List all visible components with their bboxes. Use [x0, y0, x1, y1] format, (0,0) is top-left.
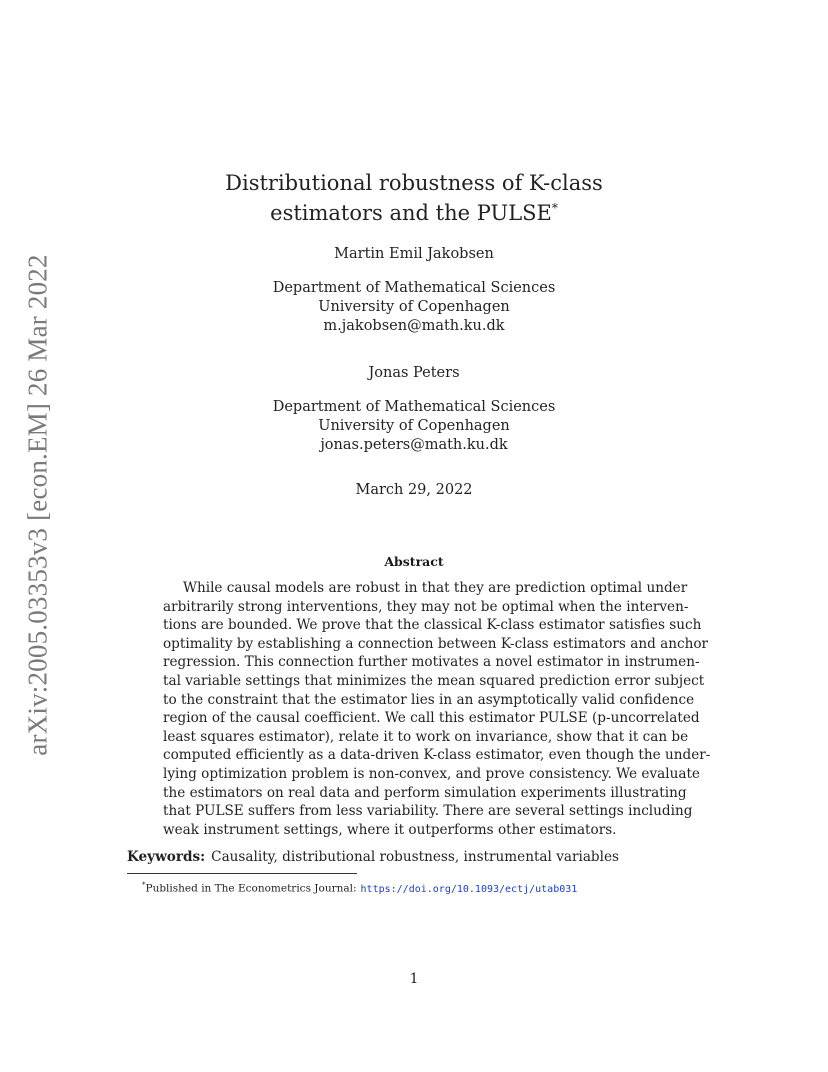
title-line-2 [0, 198, 828, 228]
abstract-line: the estimators on real data and perform simulation experiments illustrating [163, 784, 687, 801]
paper-date: March 29, 2022 [355, 482, 473, 498]
author-2-email: jonas.peters@math.ku.dk [320, 437, 508, 453]
author-2-university: University of Copenhagen [318, 418, 510, 434]
doi-link[interactable]: https://doi.org/10.1093/ectj/utab031 [360, 883, 578, 895]
footnote [142, 878, 577, 897]
abstract-line: tal variable settings that minimizes the mean squared prediction error subject [163, 672, 705, 689]
keywords-label: Keywords: [127, 849, 206, 865]
abstract-line: weak instrument settings, where it outperforms other estimators. [163, 821, 617, 838]
author-1-university: University of Copenhagen [318, 299, 510, 315]
abstract-line: that PULSE suffers from less variability. There are several settings including [163, 803, 693, 820]
page-number: 1 [409, 971, 419, 987]
abstract-line: least squares estimator), relate it to work on invariance, show that it can be [163, 728, 689, 745]
abstract-heading: Abstract [384, 554, 444, 569]
keywords-text: Causality, distributional robustness, instrumental variables [211, 849, 619, 865]
author-2-name: Jonas Peters [368, 365, 460, 381]
author-1-affiliation [0, 279, 828, 336]
abstract-line: arbitrarily strong interventions, they may not be optimal when the interven- [163, 598, 689, 615]
keywords [127, 848, 619, 866]
arxiv-sidebar-stamp: arXiv:2005.03353v3 [econ.EM] 26 Mar 2022 [22, 254, 53, 756]
abstract-line: to the constraint that the estimator lies in an asymptotically valid confidence [163, 691, 695, 708]
abstract-line: tions are bounded. We prove that the classical K-class estimator satisfies such [163, 617, 702, 634]
title-line-1: Distributional robustness of K-class [225, 171, 603, 195]
author-2-affiliation [0, 398, 828, 455]
abstract-line: lying optimization problem is non-convex, and prove consistency. We evaluate [163, 765, 700, 782]
author-1-department: Department of Mathematical Sciences [272, 280, 556, 296]
footnote-divider [127, 873, 357, 874]
paper-title [0, 168, 828, 228]
footnote-text: Published in The Econometrics Journal: [145, 882, 357, 895]
author-2-department: Department of Mathematical Sciences [272, 399, 556, 415]
abstract-line: While causal models are robust in that they are prediction optimal under [183, 580, 688, 596]
title-footnote-marker: * [551, 201, 558, 215]
author-1-name: Martin Emil Jakobsen [334, 246, 494, 262]
footnote-marker: * [142, 881, 146, 889]
abstract-line: computed efficiently as a data-driven K-class estimator, even though the under- [163, 747, 711, 764]
title-line-2-text: estimators and the PULSE [270, 201, 552, 225]
abstract-line: region of the causal coefficient. We call this estimator PULSE (p-uncorrelated [163, 710, 700, 727]
abstract-line: regression. This connection further motivates a novel estimator in instrumen- [163, 654, 700, 671]
author-1-email: m.jakobsen@math.ku.dk [323, 318, 505, 334]
abstract-line: optimality by establishing a connection between K-class estimators and anchor [163, 635, 709, 652]
abstract-body [163, 579, 711, 839]
